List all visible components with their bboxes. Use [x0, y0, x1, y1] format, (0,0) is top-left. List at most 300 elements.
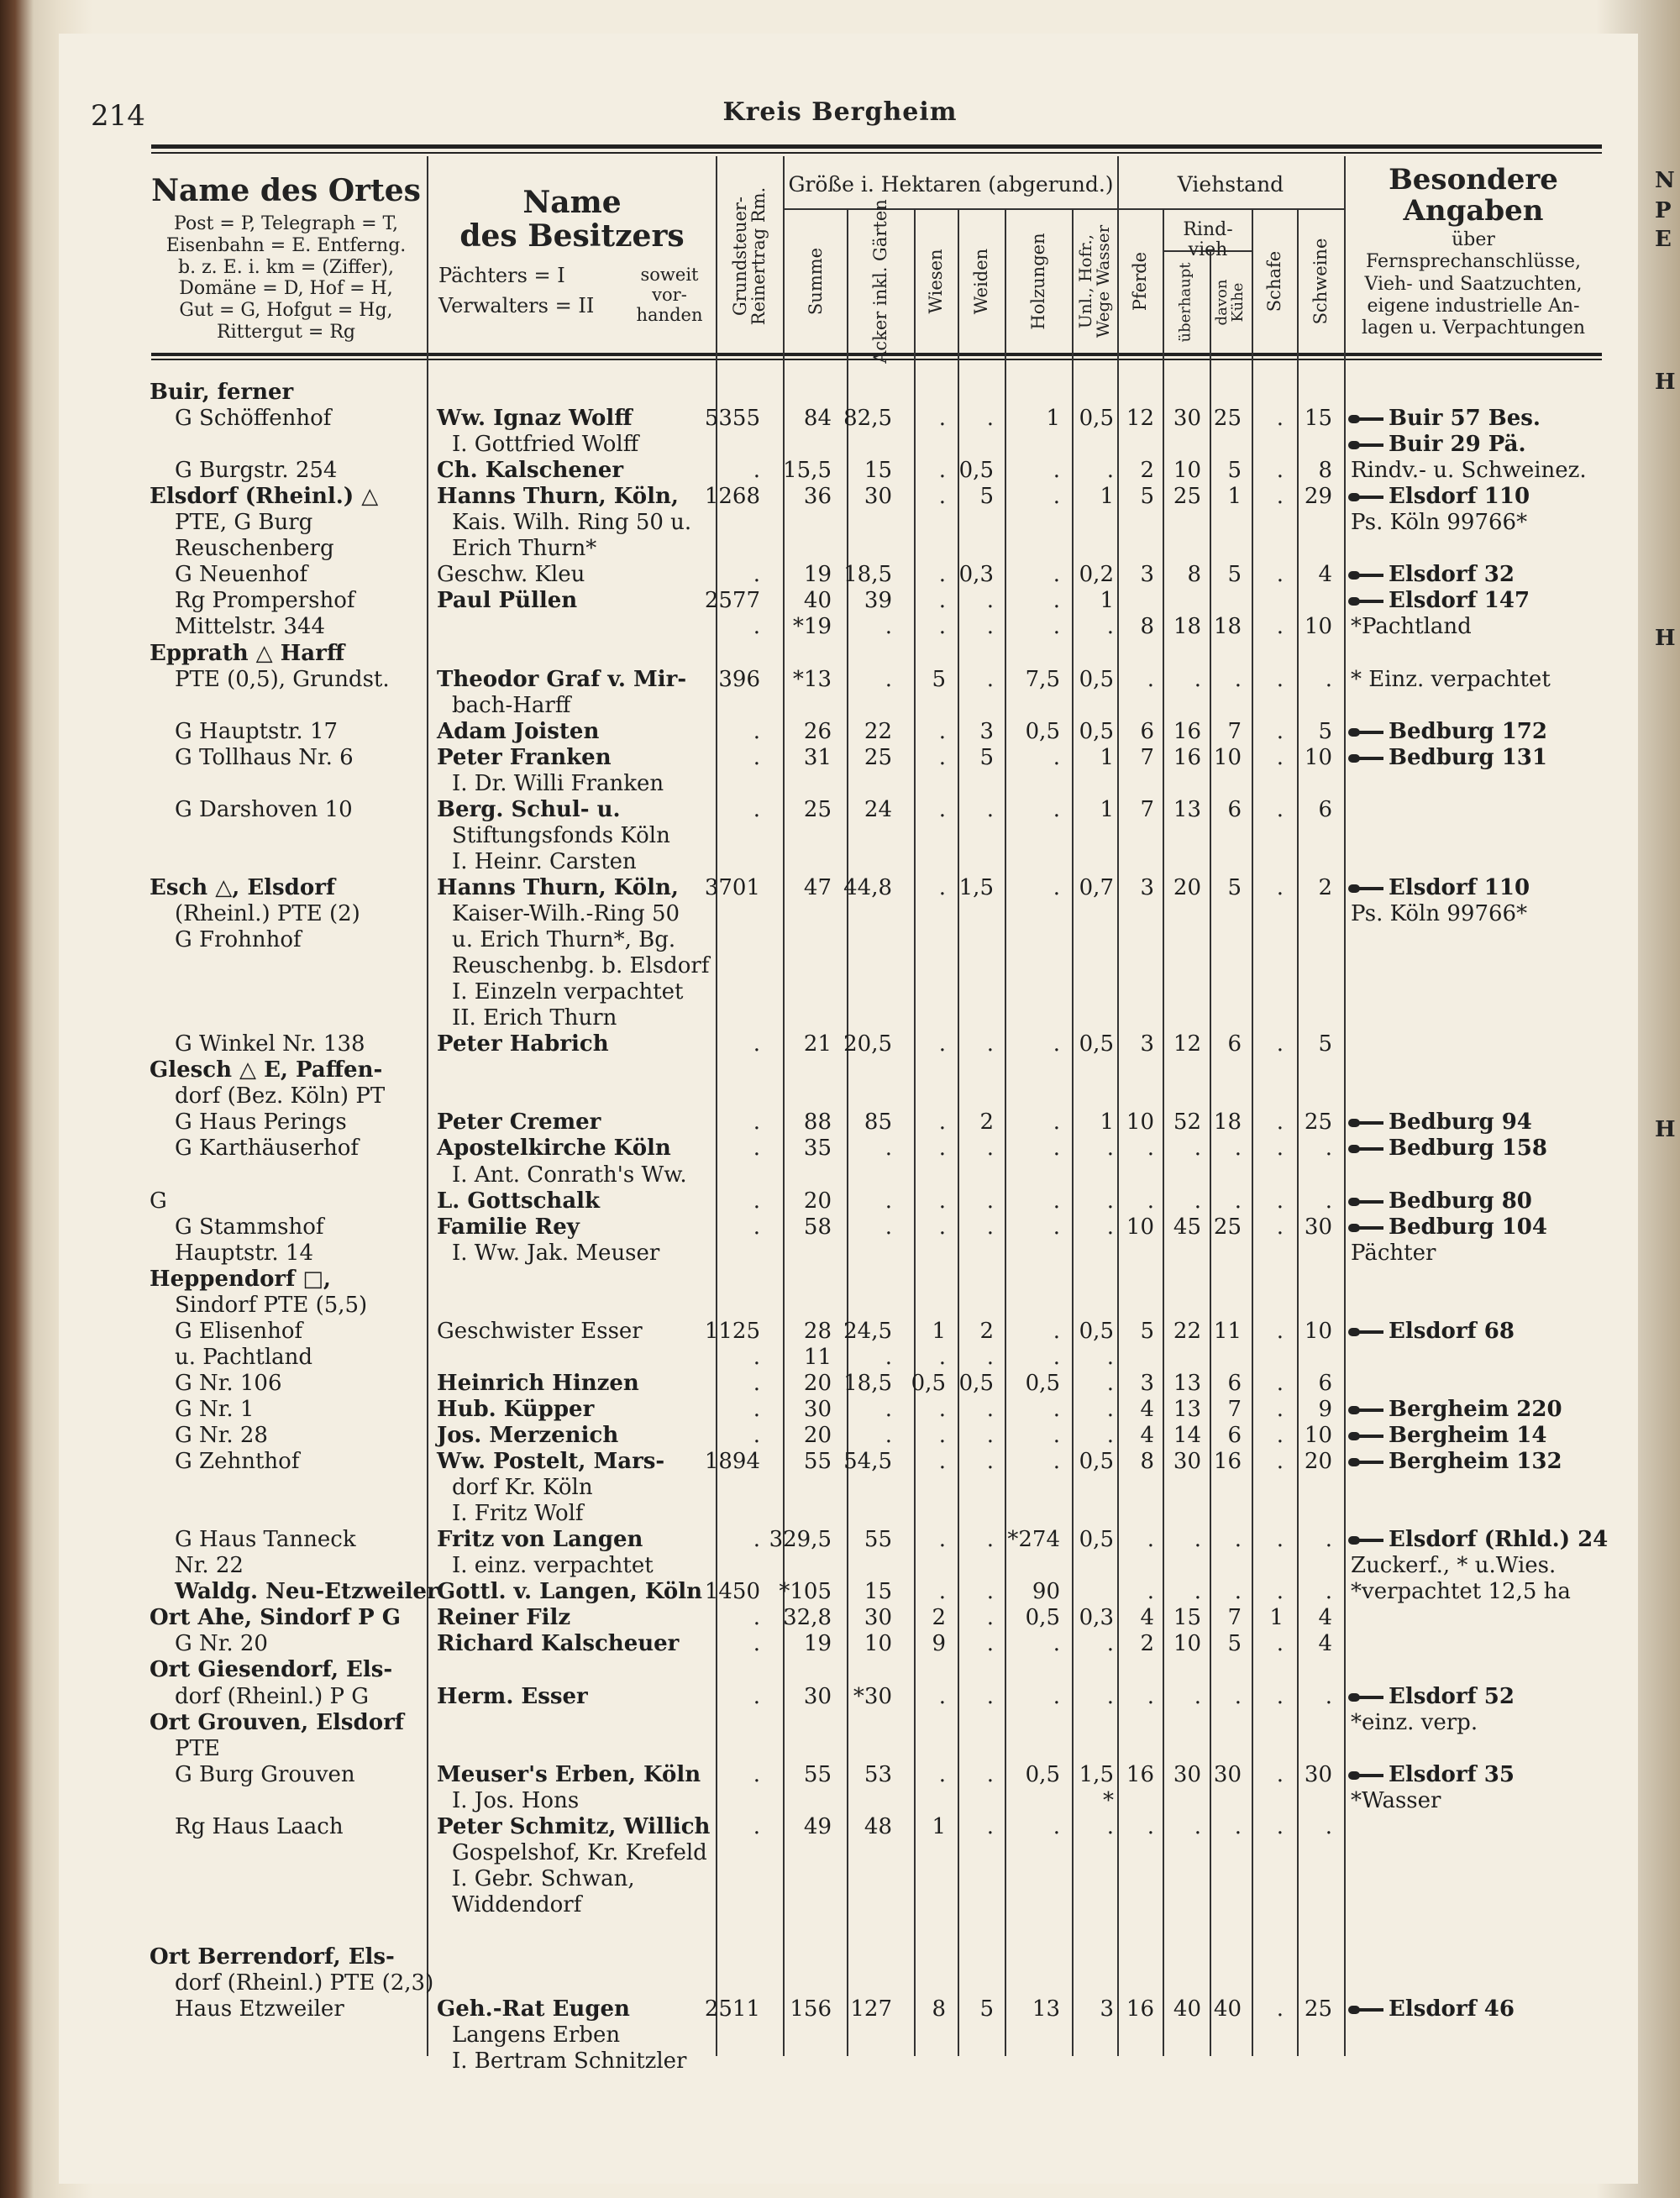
- table-row: [0, 693, 1680, 720]
- place-name: Elsdorf (Rheinl.) △: [150, 484, 379, 510]
- cell-wiesen: 2: [932, 1605, 946, 1631]
- cell-schweine: 5: [1318, 718, 1332, 744]
- next-page-letter: H: [1655, 626, 1676, 651]
- cell-pferde: 5: [1140, 1318, 1154, 1344]
- cell-schafe: .: [1276, 1579, 1284, 1605]
- remark-text: Rindv.- u. Schweinez.: [1351, 458, 1587, 484]
- cell-schweine: 10: [1304, 744, 1332, 770]
- cell-weiden: 2: [979, 1109, 994, 1136]
- table-row: [0, 641, 1680, 668]
- remark-text: Elsdorf 147: [1389, 588, 1530, 614]
- cell-rind: 12: [1173, 1031, 1201, 1057]
- area-col-header: [959, 210, 1003, 353]
- cell-sum: 329,5: [769, 1527, 832, 1553]
- next-page-letter: P: [1655, 198, 1672, 223]
- table-row: [0, 875, 1680, 902]
- cell-kuehe: 6: [1227, 1031, 1242, 1057]
- cell-holz: .: [1053, 1396, 1060, 1422]
- owner-name: Familie Rey: [437, 1214, 580, 1240]
- cell-schafe: .: [1276, 1370, 1284, 1396]
- cell-holz: .: [1053, 1813, 1060, 1839]
- cell-sum: 35: [803, 1136, 832, 1162]
- table-row: [0, 406, 1680, 433]
- telephone-icon: [1348, 1143, 1385, 1155]
- owner-name: Peter Schmitz, Willich: [437, 1813, 711, 1839]
- table-row: [0, 1136, 1680, 1162]
- place-name: G Burgstr. 254: [175, 458, 338, 484]
- cell-weiden: .: [986, 1605, 994, 1631]
- cell-weiden: .: [986, 1344, 994, 1370]
- cell-rind: 18: [1173, 614, 1201, 640]
- place-name: PTE: [175, 1735, 220, 1761]
- cell-rind: .: [1194, 1527, 1201, 1553]
- cell-acker: 22: [864, 718, 892, 744]
- telephone-icon: [1348, 1404, 1385, 1416]
- telephone-icon: [1348, 727, 1385, 738]
- next-page-letter: H: [1655, 370, 1676, 395]
- remark: [1348, 1762, 1515, 1787]
- cell-schweine: 9: [1318, 1396, 1332, 1422]
- cell-wiesen: .: [938, 718, 946, 744]
- table-row: [0, 1579, 1680, 1606]
- cell-weiden: 2: [979, 1318, 994, 1344]
- place-name: Hauptstr. 14: [175, 1240, 313, 1266]
- cell-pferde: .: [1147, 1813, 1154, 1839]
- cell-pferde: 16: [1126, 1761, 1154, 1787]
- cell-rind: 30: [1173, 406, 1201, 432]
- cell-sum: *13: [792, 666, 832, 692]
- cell-unl: 0,5: [1079, 666, 1114, 692]
- table-row: [0, 823, 1680, 850]
- cell-holz: 0,5: [1025, 1605, 1060, 1631]
- owner-legend-manager: Verwalters = II: [438, 294, 595, 318]
- cell-sum: 30: [803, 1396, 832, 1422]
- cell-schweine: 8: [1318, 458, 1332, 484]
- cell-tax: .: [753, 1527, 760, 1553]
- remark-text: Elsdorf 52: [1389, 1683, 1515, 1709]
- cell-unl: 3: [1100, 1996, 1114, 2022]
- place-name: dorf (Rheinl.) PTE (2,3): [175, 1970, 434, 1996]
- place-legend: [150, 213, 423, 344]
- cell-unl: 1: [1100, 1109, 1114, 1136]
- remark-text: Elsdorf 110: [1389, 484, 1530, 510]
- cell-schweine: 4: [1318, 562, 1332, 588]
- table-row: [0, 536, 1680, 563]
- table-row: [0, 1397, 1680, 1424]
- cell-tax: .: [753, 744, 760, 770]
- cell-acker: 15: [864, 458, 892, 484]
- cell-acker: 24: [864, 796, 892, 822]
- cell-unl: .: [1106, 1813, 1114, 1839]
- remark-text: Elsdorf 32: [1389, 562, 1515, 588]
- telephone-icon: [1348, 413, 1385, 425]
- cell-acker: 18,5: [843, 1370, 892, 1396]
- cell-pferde: 8: [1140, 614, 1154, 640]
- cell-sum: 156: [790, 1996, 832, 2022]
- owner-legend-note: soweit vor- handen: [636, 265, 703, 326]
- cell-rind: .: [1194, 1188, 1201, 1214]
- owner-name: Richard Kalscheuer: [437, 1631, 680, 1657]
- cell-schafe: .: [1276, 1109, 1284, 1136]
- cell-unl: .: [1106, 1344, 1114, 1370]
- cell-kuehe: 10: [1213, 744, 1242, 770]
- cell-wiesen: .: [938, 1109, 946, 1136]
- remarks-header: [1347, 165, 1599, 340]
- cell-holz: 90: [1032, 1579, 1060, 1605]
- place-name: G Haus Perings: [175, 1109, 347, 1136]
- cell-schafe: .: [1276, 484, 1284, 510]
- cell-kuehe: 7: [1227, 718, 1242, 744]
- cell-acker: 53: [864, 1761, 892, 1787]
- cell-holz: .: [1053, 1318, 1060, 1344]
- table-row: [0, 1005, 1680, 1032]
- stock-col-header: [1299, 210, 1342, 353]
- remark: [1351, 1553, 1556, 1578]
- tax-header: [719, 160, 780, 353]
- remark: [1351, 1241, 1436, 1266]
- col-schafe: Schafe: [1263, 250, 1284, 312]
- table-row: [0, 1866, 1680, 1893]
- cell-holz: .: [1053, 484, 1060, 510]
- table-row: [0, 1449, 1680, 1476]
- remark-text: Bergheim 220: [1389, 1396, 1562, 1422]
- remark: [1348, 875, 1530, 900]
- cell-acker: .: [885, 614, 892, 640]
- owner-name: Peter Habrich: [437, 1031, 609, 1057]
- cell-wiesen: .: [938, 406, 946, 432]
- table-row: [0, 614, 1680, 641]
- cell-rind: 30: [1173, 1449, 1201, 1475]
- legend-line: Gut = G, Hofgut = Hg,: [179, 300, 393, 322]
- table-row: [0, 1031, 1680, 1058]
- remark-text: Ps. Köln 99766*: [1351, 901, 1528, 926]
- place-name: Sindorf PTE (5,5): [175, 1292, 368, 1318]
- cell-holz: 7,5: [1025, 666, 1060, 692]
- cell-kuehe: 5: [1227, 874, 1242, 900]
- owner-name: I. Bertram Schnitzler: [452, 2048, 687, 2075]
- cell-sum: 88: [803, 1109, 832, 1136]
- cell-pferde: 4: [1140, 1423, 1154, 1448]
- legend-line: b. z. E. i. km = (Ziffer),: [178, 256, 394, 278]
- owner-name: bach-Harff: [452, 692, 571, 718]
- cell-schafe: .: [1276, 1813, 1284, 1839]
- cell-kuehe: 5: [1227, 1631, 1242, 1657]
- cell-schweine: 30: [1304, 1214, 1332, 1240]
- place-name: Ort Ahe, Sindorf P G: [150, 1605, 401, 1631]
- place-name: G Nr. 106: [175, 1370, 282, 1396]
- cell-sum: 49: [803, 1813, 832, 1839]
- telephone-icon: [1348, 883, 1385, 894]
- col-rind: überhaupt: [1176, 262, 1194, 343]
- telephone-icon: [1348, 439, 1385, 451]
- stock-group-header: Viehstand: [1177, 172, 1284, 197]
- remarks-sub: [1347, 229, 1599, 340]
- owner-name: Geschw. Kleu: [437, 562, 585, 588]
- place-name: Waldg. Neu-Etzweiler: [175, 1579, 438, 1605]
- table-row: [0, 719, 1680, 746]
- remark-text: Bedburg 172: [1389, 718, 1547, 744]
- cell-tax: .: [753, 614, 760, 640]
- cell-pferde: 3: [1140, 874, 1154, 900]
- cell-schweine: 15: [1304, 406, 1332, 432]
- cell-weiden: 5: [979, 744, 994, 770]
- cell-rind: 10: [1173, 458, 1201, 484]
- owner-title-2: des Besitzers: [459, 218, 685, 254]
- remarks-title-1: Besondere: [1389, 163, 1558, 197]
- cell-sum: 19: [803, 562, 832, 588]
- legend-line: Post = P, Telegraph = T,: [174, 212, 398, 234]
- cell-kuehe: 30: [1213, 1761, 1242, 1787]
- next-page-letter: E: [1655, 227, 1672, 252]
- legend-line: Rittergut = Rg: [217, 322, 355, 344]
- cell-holz: .: [1053, 1188, 1060, 1214]
- table-row: [0, 1631, 1680, 1658]
- cell-sum: 36: [803, 484, 832, 510]
- col-schweine: Schweine: [1310, 238, 1331, 325]
- table-row: [0, 797, 1680, 824]
- cell-sum: 11: [803, 1344, 832, 1370]
- cell-kuehe: 11: [1213, 1318, 1242, 1344]
- place-name: dorf (Bez. Köln) PT: [175, 1083, 386, 1109]
- owner-name: Berg. Schul- u.: [437, 796, 621, 822]
- place-name: G Zehnthof: [175, 1449, 300, 1475]
- place-name: Heppendorf □,: [150, 1266, 331, 1292]
- col-holzungen: Holzungen: [1027, 233, 1048, 330]
- cell-weiden: .: [986, 1214, 994, 1240]
- telephone-icon: [1348, 1222, 1385, 1234]
- cell-tax: .: [753, 1109, 760, 1136]
- next-page-letter: N: [1655, 168, 1675, 193]
- cell-kuehe: 18: [1213, 614, 1242, 640]
- cell-sum: 47: [803, 874, 832, 900]
- cell-tax: 1268: [704, 484, 760, 510]
- table-row: [0, 1892, 1680, 1919]
- owner-name: dorf Kr. Köln: [452, 1475, 593, 1501]
- cell-unl: 0,3: [1079, 1605, 1114, 1631]
- cell-unl: 0,5: [1079, 1318, 1114, 1344]
- telephone-icon: [1348, 1692, 1385, 1703]
- owner-name: I. Heinr. Carsten: [452, 848, 637, 874]
- place-name: Buir, ferner: [150, 380, 294, 405]
- telephone-icon: [1348, 1430, 1385, 1442]
- cell-schafe: .: [1276, 1683, 1284, 1709]
- cell-schweine: 4: [1318, 1631, 1332, 1657]
- remark-text: Elsdorf 68: [1389, 1318, 1515, 1344]
- owner-name: Ww. Ignaz Wolff: [437, 406, 633, 432]
- owner-name: Kaiser-Wilh.-Ring 50: [452, 901, 680, 926]
- remark: [1351, 1788, 1441, 1813]
- cell-kuehe: 18: [1213, 1109, 1242, 1136]
- place-name: G Winkel Nr. 138: [175, 1031, 365, 1057]
- cell-unl: 1: [1100, 744, 1114, 770]
- place-name: PTE (0,5), Grundst.: [175, 666, 390, 692]
- cell-kuehe: 6: [1227, 796, 1242, 822]
- owner-name: Heinrich Hinzen: [437, 1370, 639, 1396]
- cell-acker: 39: [864, 588, 892, 614]
- cell-tax: 3701: [704, 874, 760, 900]
- owner-name: Stiftungsfonds Köln: [452, 822, 670, 848]
- remark-text: Bedburg 158: [1389, 1136, 1547, 1162]
- owner-name: Hanns Thurn, Köln,: [437, 874, 679, 900]
- cell-pferde: 3: [1140, 562, 1154, 588]
- col-sum: Summe: [805, 247, 826, 316]
- cell-schweine: 6: [1318, 1370, 1332, 1396]
- table-row: [0, 1423, 1680, 1450]
- cell-acker: 20,5: [843, 1031, 892, 1057]
- cell-schafe: .: [1276, 744, 1284, 770]
- cell-kuehe: 7: [1227, 1396, 1242, 1422]
- cell-tax: .: [753, 1396, 760, 1422]
- cell-weiden: .: [986, 588, 994, 614]
- owner-name: Peter Cremer: [437, 1109, 601, 1136]
- cell-holz: .: [1053, 1109, 1060, 1136]
- table-row: [0, 745, 1680, 772]
- table-row: [0, 2022, 1680, 2049]
- area-group-header: Größe i. Hektaren (abgerund.): [788, 172, 1114, 197]
- cell-tax: .: [753, 458, 760, 484]
- table-row: [0, 1214, 1680, 1241]
- cell-pferde: .: [1147, 1579, 1154, 1605]
- cell-rind: .: [1194, 1136, 1201, 1162]
- cell-holz: .: [1053, 1136, 1060, 1162]
- remark-text: Elsdorf 110: [1389, 874, 1530, 900]
- remark: [1351, 614, 1472, 639]
- cell-wiesen: .: [938, 1423, 946, 1448]
- place-name: G Nr. 28: [175, 1423, 268, 1448]
- cell-schweine: .: [1325, 1813, 1332, 1839]
- cell-acker: .: [885, 1344, 892, 1370]
- cell-holz: .: [1053, 1683, 1060, 1709]
- owner-name: Theodor Graf v. Mir-: [437, 666, 687, 692]
- cell-tax: 1125: [704, 1318, 760, 1344]
- cell-schweine: .: [1325, 1136, 1332, 1162]
- cell-holz: .: [1053, 614, 1060, 640]
- cell-schweine: 10: [1304, 1423, 1332, 1448]
- owner-name: L. Gottschalk: [437, 1188, 601, 1214]
- cell-unl: 0,2: [1079, 562, 1114, 588]
- owner-name: Jos. Merzenich: [437, 1423, 619, 1448]
- cell-rind: 14: [1173, 1423, 1201, 1448]
- legend-line: Domäne = D, Hof = H,: [179, 278, 393, 300]
- remark-text: *einz. verp.: [1351, 1709, 1478, 1735]
- telephone-icon: [1348, 595, 1385, 607]
- cell-unl: 1: [1100, 484, 1114, 510]
- table-row: [0, 510, 1680, 537]
- cell-wiesen: .: [938, 1761, 946, 1787]
- cell-kuehe: .: [1234, 666, 1242, 692]
- cell-rind: .: [1194, 1813, 1201, 1839]
- cell-pferde: 3: [1140, 1370, 1154, 1396]
- cell-holz: .: [1053, 458, 1060, 484]
- owner-name: Meuser's Erben, Köln: [437, 1761, 701, 1787]
- cell-pferde: 4: [1140, 1605, 1154, 1631]
- cell-schafe: .: [1276, 1396, 1284, 1422]
- cell-kuehe: 40: [1213, 1996, 1242, 2022]
- owner-name: I. Jos. Hons: [452, 1787, 580, 1813]
- cell-weiden: .: [986, 406, 994, 432]
- col-weiden: Weiden: [970, 248, 991, 315]
- cell-acker: .: [885, 666, 892, 692]
- cell-rind: 16: [1173, 744, 1201, 770]
- cell-tax: .: [753, 1683, 760, 1709]
- cell-wiesen: .: [938, 458, 946, 484]
- place-name: G Stammshof: [175, 1214, 324, 1240]
- cell-schafe: .: [1276, 718, 1284, 744]
- cell-acker: .: [885, 1396, 892, 1422]
- cell-schweine: 25: [1304, 1109, 1332, 1136]
- owner-name: Geh.-Rat Eugen: [437, 1996, 630, 2022]
- cell-acker: 55: [864, 1527, 892, 1553]
- owner-name: I. Gebr. Schwan,: [452, 1865, 635, 1891]
- cell-schafe: .: [1276, 562, 1284, 588]
- cell-kuehe: 25: [1213, 1214, 1242, 1240]
- table-row: [0, 1162, 1680, 1189]
- remark: [1348, 1136, 1547, 1161]
- cell-sum: 31: [803, 744, 832, 770]
- place-name: G Hauptstr. 17: [175, 718, 339, 744]
- cell-schweine: 10: [1304, 1318, 1332, 1344]
- telephone-icon: [1348, 569, 1385, 581]
- cell-holz: .: [1053, 588, 1060, 614]
- cell-tax: .: [753, 1761, 760, 1787]
- table-row: [0, 1788, 1680, 1815]
- cell-weiden: .: [986, 614, 994, 640]
- cell-weiden: .: [986, 1136, 994, 1162]
- remark: [1348, 406, 1541, 431]
- cell-weiden: .: [986, 1761, 994, 1787]
- remark-text: Bedburg 131: [1389, 744, 1547, 770]
- stock-col-header: [1119, 210, 1161, 353]
- table-row: [0, 1241, 1680, 1267]
- cell-kuehe: .: [1234, 1136, 1242, 1162]
- table-row: [0, 1501, 1680, 1528]
- cell-wiesen: .: [938, 484, 946, 510]
- owner-name: u. Erich Thurn*, Bg.: [452, 927, 676, 953]
- cell-rind: .: [1194, 1579, 1201, 1605]
- remark-text: Bedburg 94: [1389, 1109, 1532, 1136]
- remark: [1348, 1319, 1515, 1344]
- cell-weiden: .: [986, 1527, 994, 1553]
- top-rule-thin: [151, 152, 1602, 154]
- cell-holz: 0,5: [1025, 1370, 1060, 1396]
- remark: [1351, 901, 1527, 926]
- table-row: [0, 1944, 1680, 1971]
- cell-schafe: .: [1276, 1996, 1284, 2022]
- cell-wiesen: 5: [932, 666, 946, 692]
- telephone-icon: [1348, 753, 1385, 764]
- place-name: Epprath △ Harff: [150, 640, 345, 666]
- remark-text: Ps. Köln 99766*: [1351, 510, 1528, 536]
- owner-name: Kais. Wilh. Ring 50 u.: [452, 510, 692, 536]
- cell-schafe: .: [1276, 1188, 1284, 1214]
- cell-unl: 0,5: [1079, 1449, 1114, 1475]
- cell-kuehe: 7: [1227, 1605, 1242, 1631]
- cell-holz: .: [1053, 1631, 1060, 1657]
- cell-unl: 0,5: [1079, 1031, 1114, 1057]
- cell-holz: .: [1053, 874, 1060, 900]
- cell-pferde: 8: [1140, 1449, 1154, 1475]
- owner-name: I. Einzeln verpachtet: [452, 979, 684, 1005]
- owner-name: Hanns Thurn, Köln,: [437, 484, 679, 510]
- remark: [1351, 1710, 1478, 1735]
- table-row: [0, 588, 1680, 615]
- remark: [1348, 1109, 1532, 1135]
- legend-line: Eisenbahn = E. Entferng.: [165, 234, 407, 256]
- cell-rind: 52: [1173, 1109, 1201, 1136]
- cell-kuehe: 5: [1227, 562, 1242, 588]
- cell-unl: 0,5: [1079, 718, 1114, 744]
- cell-weiden: .: [986, 1683, 994, 1709]
